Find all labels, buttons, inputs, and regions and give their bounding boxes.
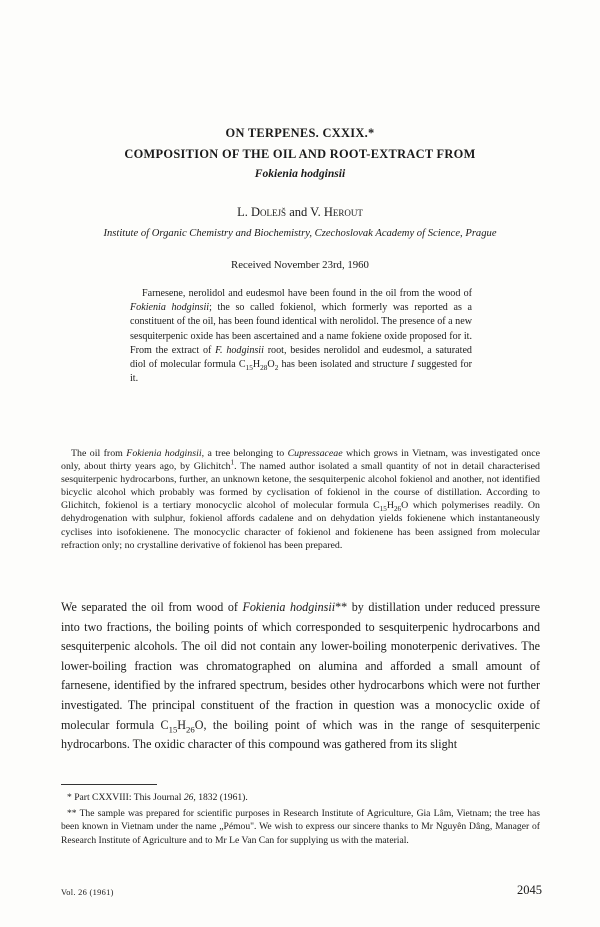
footnote-marker: * [67,792,72,803]
formula-subscript: 2 [274,364,279,373]
intro-text: a tree belonging to [204,448,288,459]
intro-family: Cupressaceae [287,448,343,459]
abstract-text: suggested for it. [130,359,473,385]
footnote-text: , 1832 (1961). [193,792,248,803]
main-text: , the boiling point of which was in the range of sesquiterpenic hydrocarbons. The oxidic character of this compound was gathered from its slight [61,717,540,752]
abstract-text: has been isolated and structure [278,359,411,371]
main-text: by distillation under reduced pressure into two fractions, the boiling points of which corresponded to sesquiterpenic hydrocarbons and sesquiterpenic alcohols. The oil did not contain any lower-boiling monoterpenic derivatives. The lower-boiling fraction was chromatographed on alumina and afforded a small amount of farnesene, identified by the infrared spectrum, besides other hydrocarbons which were not further investigated. The principal constituent of the fraction in question was a monocyclic oxide of molecular formula C [61,600,540,732]
intro-text: which polymerises readily. On dehydrogenation with sulphur, fokienol affords cadalene and on dehydation yields fokienene which instantaneously cyclises into isofokienene. The monocyclic character of fokienol and fokienene has been assigned from molecular refraction only; no crystalline derivative of fokienol has been prepared. [61,500,540,551]
author-connector: and [289,205,308,219]
abstract-species-short: F. hodginsii [215,344,264,356]
main-text: We separated the oil from wood of [61,600,243,614]
formula-subscript: 26 [186,723,195,734]
abstract-text: Farnesene, nerolidol and eudesmol have been found in the oil from the wood of [142,288,472,299]
intro-text: . The named author isolated a small quantity of not in detail characterised sesquiterpenic hydrocarbons, further, an unknown ketone, the sesquiterpenic alcohol fokienol and another, not identified bicyclic alcohol which probably was formed by cyclisation of fokienol in the course of distillation. According to Glichitch, fokienol is a tertiary monocyclic alcohol of molecular formula C [61,461,540,512]
author-line [60,205,540,220]
footnote-marker: ** [335,600,348,614]
abstract-text: root, besides nerolidol and eudesmol, a saturated diol of molecular formula C [130,344,472,371]
formula-subscript: 15 [245,364,253,373]
footnote-text: The sample was prepared for scientific purposes in Research Institute of Agriculture, Gia Lâm, Vietnam; the tree has been known in Vietnam under the name „Pémou". We wish to express our sincere thanks to Mr Nguyên Dâng, Manager of Research Institute of Agriculture and to Mr Le Van Can for supplying us with the material. [61,808,540,846]
abstract [130,287,472,386]
intro-species: Fokienia hodginsii, [126,448,205,459]
author2-initial: V. [310,205,321,219]
author1-initial: L. [237,205,248,219]
reference-marker: 1 [230,458,235,467]
footnote-2 [61,807,540,847]
footnote-marker: ** [67,808,77,819]
footnote-divider [61,784,157,785]
formula-element: H [177,717,187,732]
structure-label: I [410,359,415,371]
formula-subscript: 28 [260,364,268,373]
formula-subscript: 15 [168,723,178,734]
article-title-species: Fokienia hodginsii [254,167,346,180]
main-species: Fokienia hodginsii [242,600,336,614]
footnote-volume: 26 [183,792,194,803]
formula-element: H [252,359,261,371]
footnote-1 [61,791,540,804]
intro-text: The oil from [71,448,127,459]
formula-element: H [386,500,394,512]
intro-text: which grows in Vietnam, was investigated once only, about thirty years ago, by Glichitch [61,448,541,473]
article-title-series: ON TERPENES. CXXIX.* [225,126,375,140]
formula-element: O [194,717,204,732]
formula-element: O [401,500,409,512]
affiliation: Institute of Organic Chemistry and Biochemistry, Czechoslovak Academy of Science, Prague [103,228,497,239]
article-title-main: COMPOSITION OF THE OIL AND ROOT-EXTRACT FROM [124,147,476,161]
received-date: Received November 23rd, 1960 [231,259,369,271]
abstract-species: Fokienia hodginsii [130,302,210,314]
formula-subscript: 26 [394,505,402,514]
footnote-text: Part CXXVIII: This Journal [71,792,184,803]
page-number: 2045 [517,883,542,897]
intro-paragraph [61,447,540,552]
author2-surname: Herout [323,205,363,219]
formula-element: O [267,359,275,371]
formula-subscript: 15 [379,505,387,514]
abstract-text: ; the so called fokienol, which formerly was reported as a constituent of the oil, has been found identical with nerolidol. The presence of a new sesquiterpenic oxide has been ascertained and a name fokiene oxide proposed for it. From the extract of [130,302,472,356]
author1-surname: Dolejš [251,205,287,219]
main-paragraph [61,598,540,755]
journal-reference: Vol. 26 (1961) [61,888,114,897]
